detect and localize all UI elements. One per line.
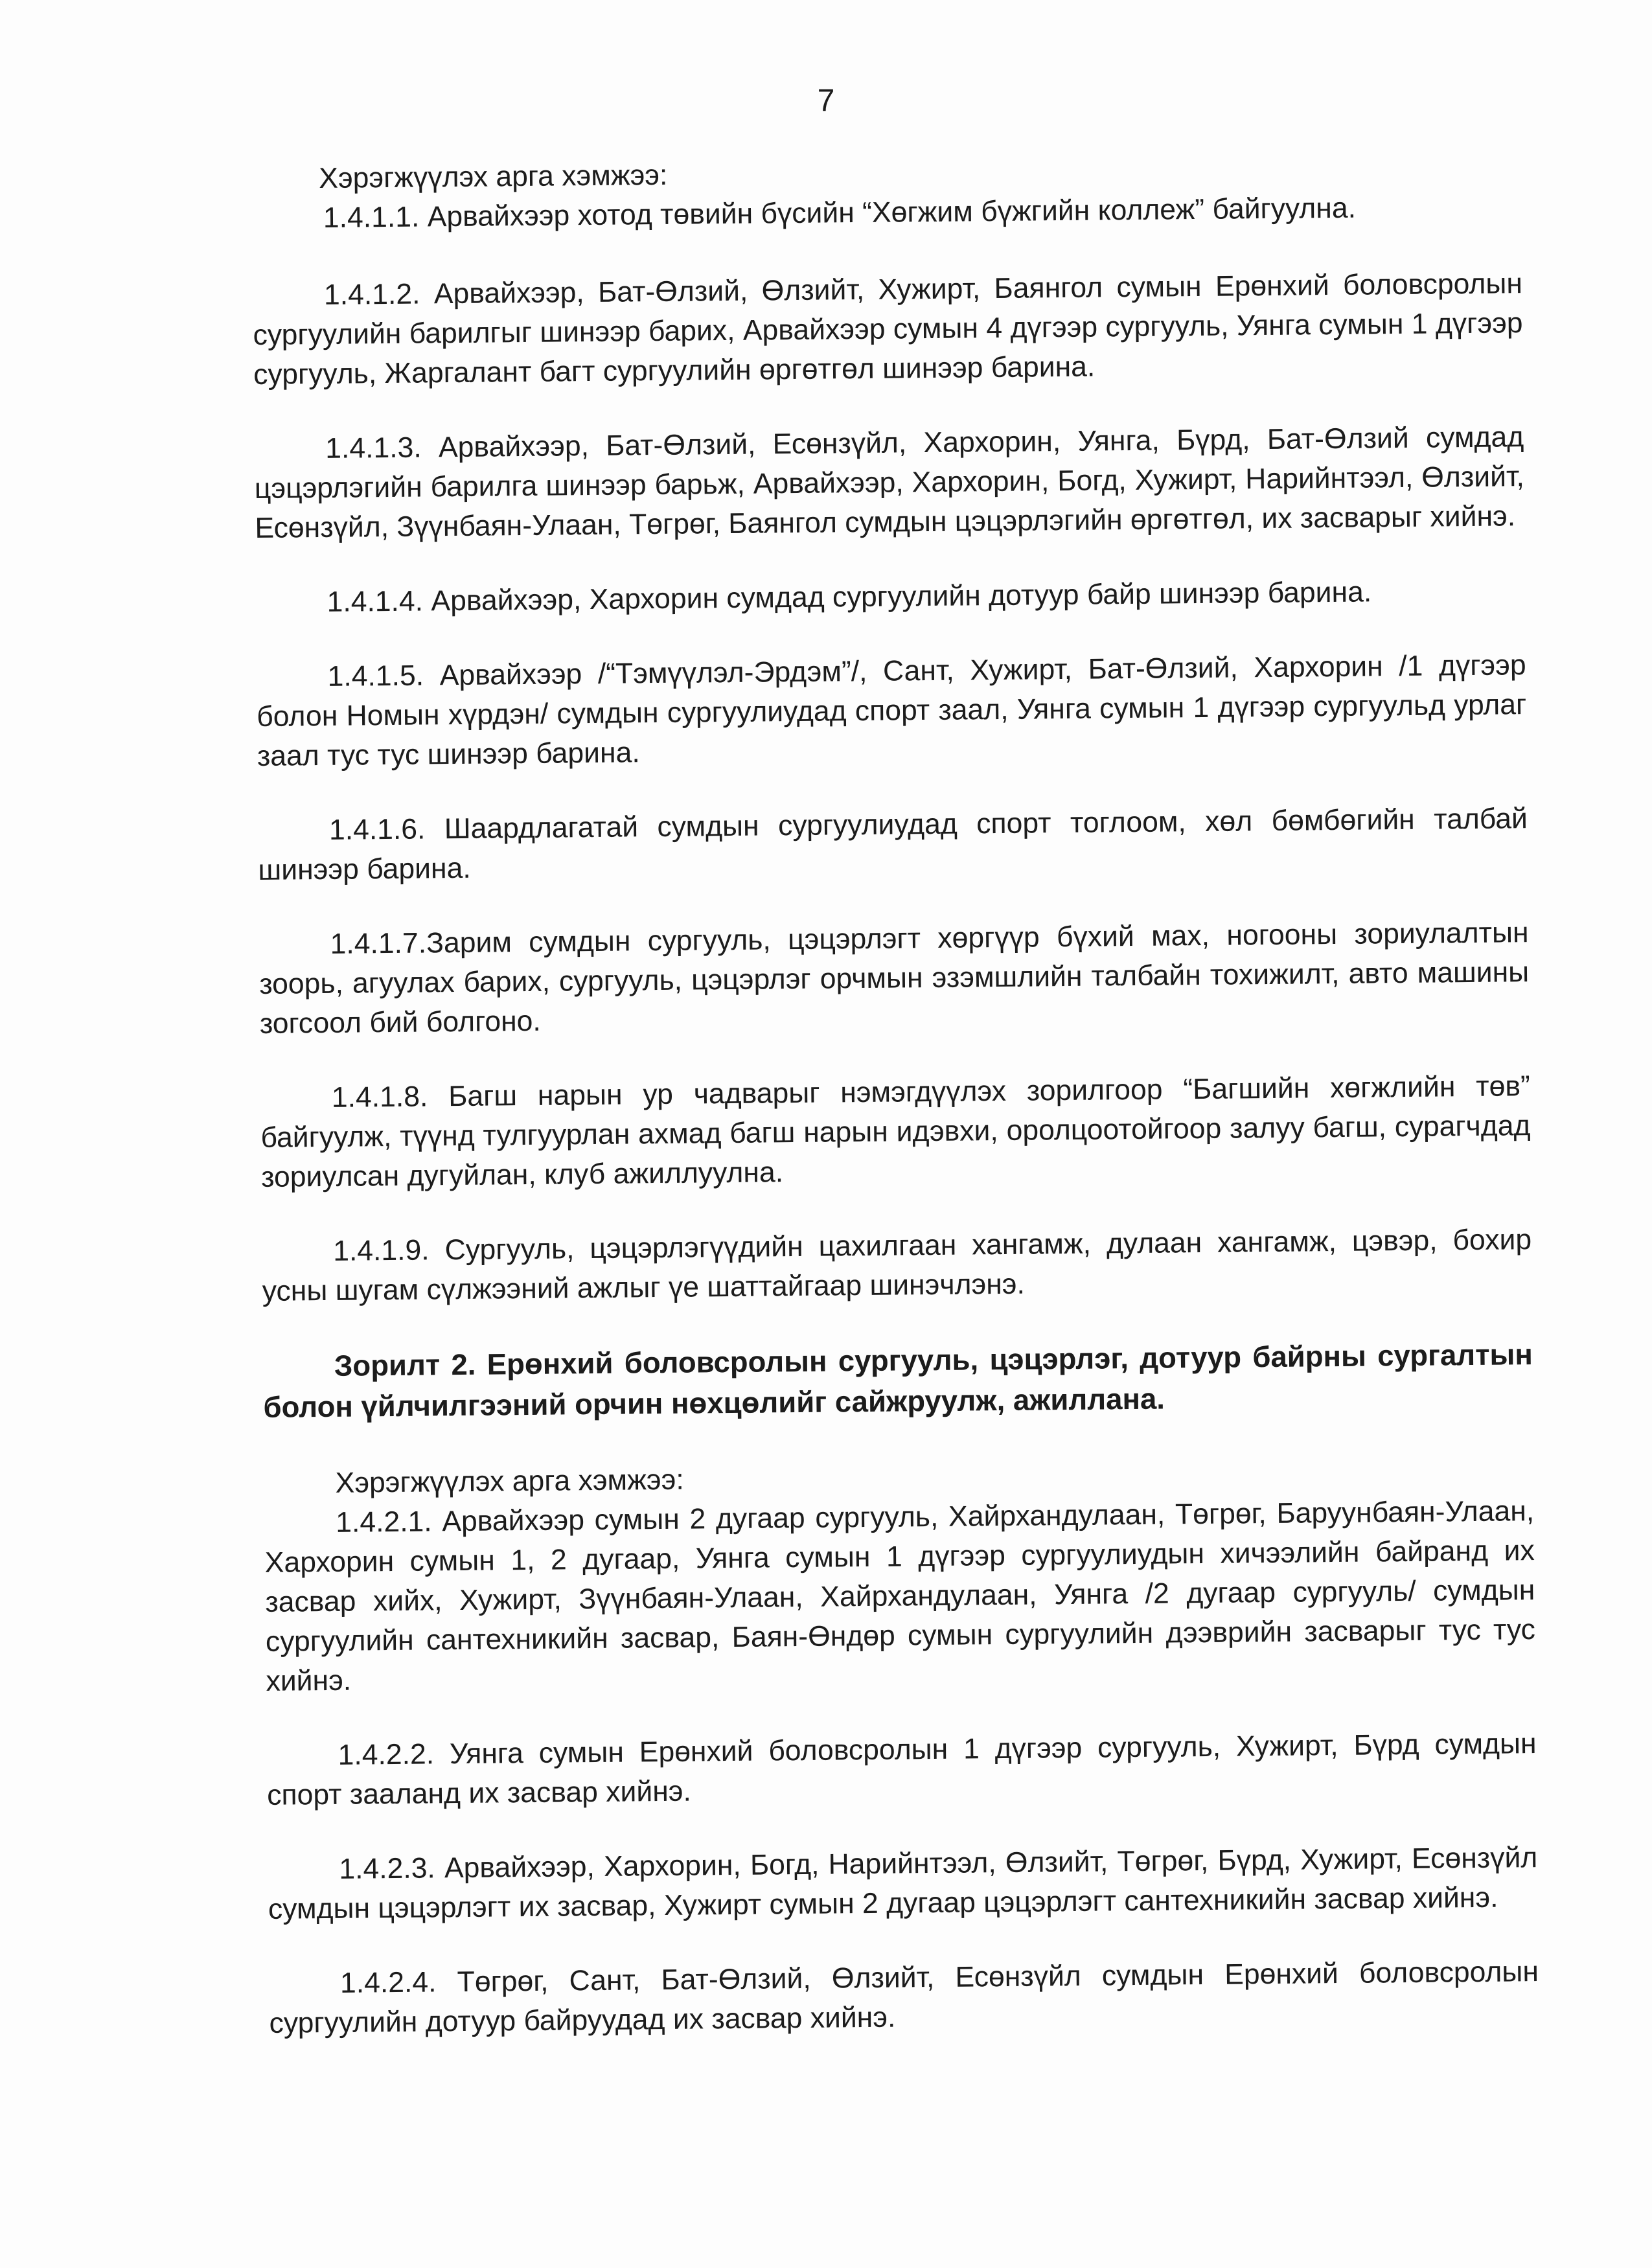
list-item-1-4-2-1: 1.4.2.1. Арвайхээр сумын 2 дугаар сургууль, Хайрхандулаан, Төгрөг, Баруунбаян-Улаан, Хархорин сумын 1, 2 дугаар, Уянга сумын 1 дүгээр сургуулиудын хичээлийн байранд их засвар хийх, Хужирт, Зүүнбаян-Улаан, Хайрхандулаан, Уянга /2 дугаар сургууль/ сумдын сургуулийн сантехникийн засвар, Баян-Өндөр сумын сургуулийн дээврийн засварыг тус тус хийнэ. (264, 1495, 1536, 1697)
list-item-1-4-1-4: 1.4.1.4. Арвайхээр, Хархорин сумдад сургуулийн дотуур байр шинээр барина. (327, 576, 1372, 618)
list-item-1-4-1-7: 1.4.1.7.Зарим сумдын сургууль, цэцэрлэгт хөргүүр бүхий мах, ногооны зориулалтын зоорь, агуулах барих, сургууль, цэцэрлэг орчмын эзэмшлийн талбайн тохижилт, авто машины зогсоол бий болгоно. (258, 917, 1530, 1040)
list-item-1-4-2-3: 1.4.2.3. Арвайхээр, Хархорин, Богд, Нарийнтээл, Өлзийт, Төгрөг, Бүрд, Хужирт, Есөнзүйл сумдын цэцэрлэгт их засвар, Хужирт сумын 2 дугаар цэцэрлэгт сантехникийн засвар хийнэ. (268, 1842, 1538, 1925)
list-item-1-4-1-1: 1.4.1.1. Арвайхээр хотод төвийн бүсийн “Хөгжим бүжгийн коллеж” байгуулна. (323, 192, 1357, 234)
section-label: Хэрэгжүүлэх арга хэмжээ: (335, 1463, 684, 1499)
page-number: 7 (817, 84, 835, 118)
list-item-1-4-1-2: 1.4.1.2. Арвайхээр, Бат-Өлзий, Өлзийт, Хужирт, Баянгол сумын Ерөнхий боловсролын сургуулийн барилгыг шинээр барих, Арвайхээр сумын 4 дүгээр сургууль, Уянга сумын 1 дүгээр сургууль, Жаргалант багт сургуулийн өргөтгөл шинээр барина. (253, 268, 1523, 391)
list-item-1-4-1-5: 1.4.1.5. Арвайхээр /“Тэмүүлэл-Эрдэм”/, Сант, Хужирт, Бат-Өлзий, Хархорин /1 дүгээр болон Номын хүрдэн/ сумдын сургуулиудад спорт заал, Уянга сумын 1 дүгээр сургуульд урлаг заал тус тус шинээр барина. (257, 649, 1527, 772)
goal-heading: Зорилт 2. Ерөнхий боловсролын сургууль, цэцэрлэг, дотуур байрны сургалтын болон үйлчилгээний орчин нөхцөлийг сайжруулж, ажиллана. (263, 1338, 1533, 1424)
section-label: Хэрэгжүүлэх арга хэмжээ: (319, 159, 668, 194)
list-item-1-4-1-8: 1.4.1.8. Багш нарын ур чадварыг нэмэгдүүлэх зорилгоор “Багшийн хөгжлийн төв” байгуулж, түүнд тулгуурлан ахмад багш нарын идэвхи, оролцоотойгоор залуу багш, сурагчдад зориулсан дугуйлан, клуб ажиллуулна. (260, 1070, 1531, 1193)
page-content (251, 147, 1539, 2043)
list-item-1-4-2-4: 1.4.2.4. Төгрөг, Сант, Бат-Өлзий, Өлзийт, Есөнзүйл сумдын Ерөнхий боловсролын сургуулийн дотуур байруудад их засвар хийнэ. (269, 1956, 1539, 2039)
list-item-1-4-1-6: 1.4.1.6. Шаардлагатай сумдын сургуулиудад спорт тоглоом, хөл бөмбөгийн талбай шинээр барина. (258, 803, 1528, 886)
list-item-1-4-1-3: 1.4.1.3. Арвайхээр, Бат-Өлзий, Есөнзүйл, Хархорин, Уянга, Бүрд, Бат-Өлзий сумдад цэцэрлэгийн барилга шинээр барьж, Арвайхээр, Хархорин, Богд, Хужирт, Нарийнтээл, Өлзийт, Есөнзүйл, Зүүнбаян-Улаан, Төгрөг, Баянгол сумдын цэцэрлэгийн өргөтгөл, их засварыг хийнэ. (254, 421, 1525, 544)
list-item-1-4-1-9: 1.4.1.9. Сургууль, цэцэрлэгүүдийн цахилгаан хангамж, дулаан хангамж, цэвэр, бохир усны шугам сүлжээний ажлыг үе шаттайгаар шинэчлэнэ. (262, 1224, 1532, 1307)
list-item-1-4-2-2: 1.4.2.2. Уянга сумын Ерөнхий боловсролын 1 дүгээр сургууль, Хужирт, Бүрд сумдын спорт зааланд их засвар хийнэ. (267, 1728, 1537, 1811)
